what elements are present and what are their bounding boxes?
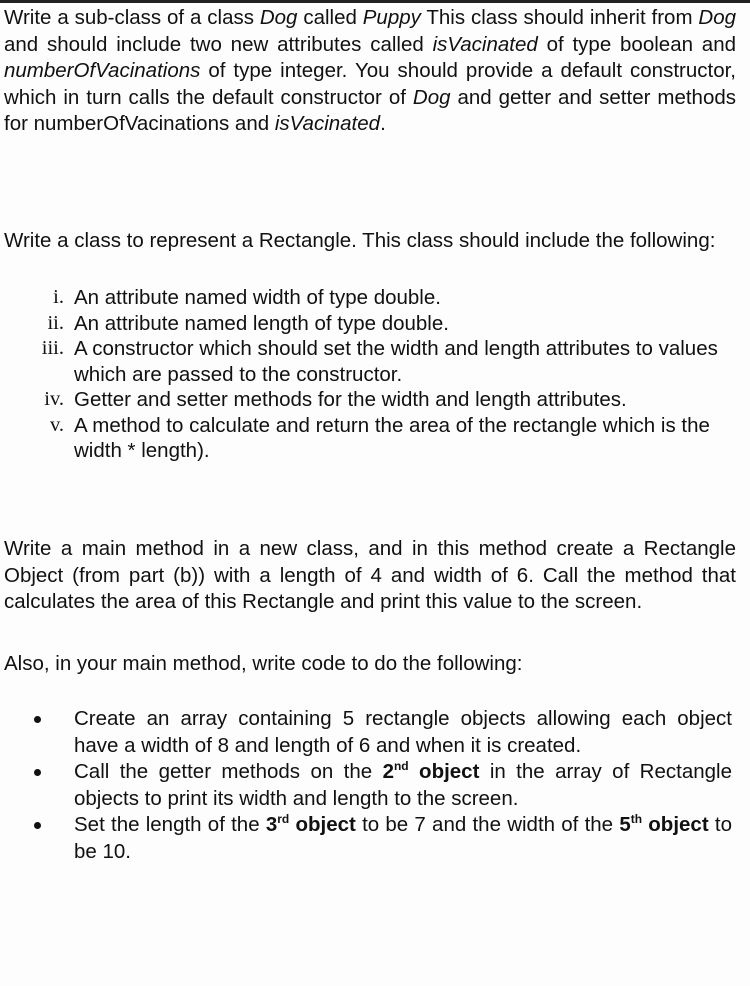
list-item-text: An attribute named width of type double. xyxy=(74,286,441,309)
bold-text: object xyxy=(408,760,480,783)
text-segment: to be 10. xyxy=(74,813,732,863)
text-segment: and getter and setter methods for numberOfVacinations and xyxy=(4,85,737,135)
list-item-text: A constructor which should set the width and length attributes to values which are passed to the constructor. xyxy=(74,337,718,386)
bullet-icon xyxy=(34,716,41,723)
italic-term-puppy: Puppy xyxy=(362,6,421,29)
list-item-number: ii. xyxy=(47,311,64,334)
italic-term-isvacinated: isVacinated xyxy=(432,32,538,56)
ordinal-number: 3 xyxy=(265,813,278,836)
list-item-number: iv. xyxy=(44,388,64,410)
list-item xyxy=(0,336,740,387)
italic-term-dog: Dog xyxy=(698,6,736,29)
text-segment: . xyxy=(380,112,386,135)
list-item xyxy=(0,285,740,311)
ordinal-3rd xyxy=(266,813,356,836)
array-task-intro: Also, in your main method, write code to do the following: xyxy=(4,652,523,675)
list-item-text: A method to calculate and return the area of the rectangle which is the width * length). xyxy=(74,413,710,462)
italic-term-dog: Dog xyxy=(412,85,451,109)
rectangle-requirements-list xyxy=(0,285,740,464)
ordinal-number: 2 xyxy=(382,760,394,783)
text-segment: in the array of Rectangle objects to print its width and length to the screen. xyxy=(74,760,732,810)
text-segment: of type boolean and xyxy=(537,32,736,56)
text-segment: and should include two new attributes called xyxy=(4,32,433,56)
list-item-number: iii. xyxy=(41,337,64,359)
list-item-number: v. xyxy=(49,413,64,436)
text-segment: Set the length of the xyxy=(74,813,266,836)
list-item-text: Create an array containing 5 rectangle objects allowing each object have a width of 8 and length of 6 and when it is created. xyxy=(74,707,732,757)
italic-term-isvacinated: isVacinated xyxy=(274,112,381,135)
puppy-class-question xyxy=(4,5,736,138)
list-item xyxy=(0,759,740,812)
italic-term-dog: Dog xyxy=(259,6,298,29)
list-item-text: An attribute named length of type double. xyxy=(74,311,449,335)
text-segment: to be 7 and the width of the xyxy=(355,813,620,836)
rectangle-class-intro: Write a class to represent a Rectangle. This class should include the following: xyxy=(4,229,716,252)
bullet-icon xyxy=(34,769,41,776)
ordinal-2nd xyxy=(383,760,480,783)
list-item-number: i. xyxy=(53,286,64,308)
list-item xyxy=(0,812,740,865)
ordinal-suffix: th xyxy=(630,812,643,827)
ordinal-5th xyxy=(619,813,708,836)
bold-text: object xyxy=(289,813,356,836)
text-segment: called xyxy=(297,6,363,29)
bullet-icon xyxy=(34,822,41,829)
top-border-line xyxy=(0,0,750,3)
array-task-list xyxy=(0,706,740,865)
main-method-question: Write a main method in a new class, and in this method create a Rectangle Object (from part (b)) with a length of 4 and width of 6. Call the method that calculates the area of this Rectangle and print this value to the screen. xyxy=(4,537,736,613)
text-segment: Call the getter methods on the xyxy=(74,760,383,783)
bold-text: object xyxy=(642,813,709,836)
list-item xyxy=(0,311,740,337)
text-segment: This class should inherit from xyxy=(420,6,699,29)
ordinal-suffix: rd xyxy=(277,812,290,827)
list-item xyxy=(0,706,740,759)
text-segment: of type integer. You should provide a default constructor, which in turn calls the default constructor of xyxy=(4,59,736,109)
ordinal-suffix: nd xyxy=(393,759,409,774)
list-item xyxy=(0,387,740,413)
text-segment: Write a sub-class of a class xyxy=(4,6,260,29)
ordinal-number: 5 xyxy=(619,813,631,836)
list-item-text: Getter and setter methods for the width and length attributes. xyxy=(74,388,627,411)
list-item xyxy=(0,413,740,464)
italic-term-numberofvacinations: numberOfVacinations xyxy=(4,59,201,82)
